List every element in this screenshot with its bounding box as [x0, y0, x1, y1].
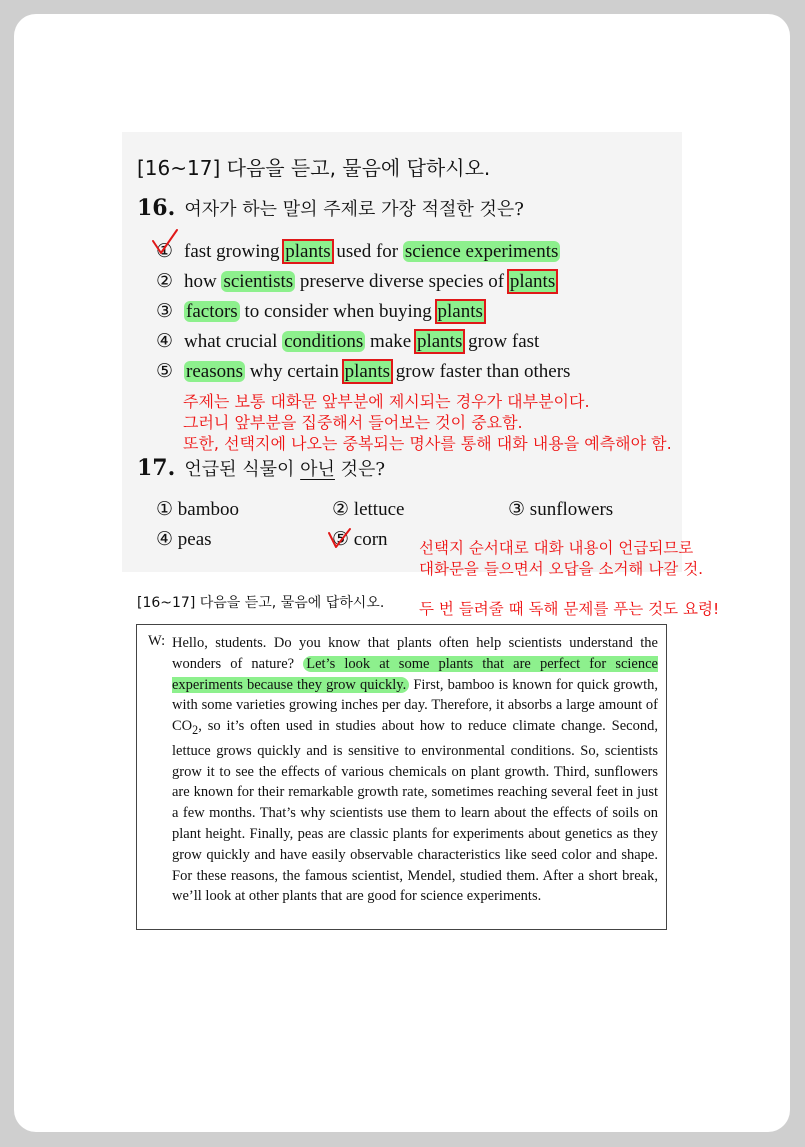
option-number: ③ — [508, 499, 526, 520]
q17-option-3 — [508, 498, 613, 521]
section-title: [16~17] 다음을 듣고, 물음에 답하시오. — [137, 156, 491, 180]
option-text: preserve diverse species of — [295, 271, 509, 292]
q16-question: 여자가 하는 말의 주제로 가장 적절한 것은? — [184, 199, 524, 220]
option-text: what crucial — [184, 331, 283, 352]
highlighted-phrase: conditions — [284, 331, 364, 352]
highlighted-phrase: scientists — [223, 271, 294, 292]
note-q16-line-1: 주제는 보통 대화문 앞부분에 제시되는 경우가 대부분이다. — [183, 392, 590, 411]
q16-option-4 — [156, 330, 539, 353]
option-text: bamboo — [177, 499, 240, 520]
option-number: ③ — [156, 301, 174, 322]
q17-question — [184, 459, 385, 480]
option-number: ② — [156, 271, 174, 292]
q16-option-3 — [156, 300, 484, 323]
option-number: ④ — [156, 331, 174, 352]
boxed-word: plants — [437, 301, 483, 322]
highlighted-phrase: reasons — [186, 361, 243, 382]
highlighted-phrase: factors — [186, 301, 238, 322]
option-number: ① — [156, 241, 174, 262]
option-text: corn — [353, 529, 388, 550]
boxed-word: plants — [344, 361, 391, 382]
option-text: peas — [177, 529, 212, 550]
q16-number: 16. — [137, 195, 176, 221]
q16-option-2 — [156, 270, 556, 293]
option-number: ② — [332, 499, 350, 520]
option-text: make — [365, 331, 416, 352]
script-text-segment: Hello, students. Do you know that plants often help scientists understand the wonders of nature? — [172, 635, 658, 672]
option-text: used for — [331, 241, 403, 262]
highlighted-sentence: Let’s look at some plants that are perfect for science experiments because they grow quickly. — [172, 655, 658, 693]
q16-option-5 — [156, 360, 570, 383]
script-text-segment: , so it’s often used in studies about how to reduce climate change. Second, lettuce grows quickly and is sensitive to environmental conditions. So, scientists grow it to see the effects of various chemicals on plant growth. Third, sunflowers are known for their remarkable growth rate, sometimes reaching several feet in just a few months. That’s why scientists use them to learn about the effects of soils on plant height. Finally, peas are classic plants for experiments about genetics as they grow quickly and have easily observable characteristics like seed color and shape. For these reasons, the famous scientist, Mendel, studied them. After a short break, we’ll look at other plants that are good for science experiments. — [172, 718, 658, 905]
q17-option-2 — [332, 498, 404, 521]
script-speaker: W: — [148, 633, 166, 649]
q16-option-1 — [156, 240, 560, 263]
option-text: why certain — [244, 361, 344, 382]
option-number: ④ — [156, 529, 174, 550]
boxed-word: plants — [416, 331, 463, 352]
note-tip: 두 번 들려줄 때 독해 문제를 푸는 것도 요령! — [419, 600, 720, 618]
note-q16-line-2: 그러니 앞부분을 집중해서 들어보는 것이 중요함. — [183, 413, 523, 432]
boxed-word: plants — [509, 271, 556, 292]
option-text: grow faster than others — [391, 361, 571, 382]
highlighted-phrase: science experiments — [404, 241, 559, 262]
option-text: sunflowers — [529, 499, 614, 520]
q17-question-text: 것은? — [334, 459, 386, 480]
checkmark-icon — [327, 527, 353, 551]
note-q16-line-3: 또한, 선택지에 나오는 중복되는 명사를 통해 대화 내용을 예측해야 함. — [183, 434, 672, 453]
option-number: ⑤ — [332, 529, 350, 550]
boxed-word: plants — [285, 241, 331, 262]
q17-option-4 — [156, 528, 212, 551]
subscript: 2 — [192, 723, 199, 738]
option-number: ⑤ — [156, 361, 174, 382]
q16-header — [137, 195, 524, 221]
checkmark-icon — [150, 228, 180, 258]
script-text — [172, 633, 658, 907]
q17-option-1 — [156, 498, 239, 521]
note-q17-line-1: 선택지 순서대로 대화 내용이 언급되므로 — [419, 539, 694, 557]
q17-number: 17. — [137, 455, 176, 481]
option-text: grow fast — [463, 331, 540, 352]
option-text: to consider when buying — [239, 301, 437, 322]
listening-script-box — [136, 624, 667, 930]
script-section-title: [16~17] 다음을 듣고, 물음에 답하시오. — [137, 595, 385, 611]
q17-header — [137, 455, 385, 481]
option-text: lettuce — [353, 499, 405, 520]
q17-question-text: 언급된 식물이 — [184, 459, 301, 480]
script-text-segment: First, bamboo is known for quick growth, with some varieties growing inches per day. Therefore, it absorbs a large amount of CO — [172, 676, 658, 735]
note-q17-line-2: 대화문을 들으면서 오답을 소거해 나갈 것. — [419, 560, 704, 578]
option-number: ① — [156, 499, 174, 520]
option-text: how — [184, 271, 222, 292]
option-text: fast growing — [184, 241, 285, 262]
q17-underlined-word: 아닌 — [300, 459, 335, 480]
